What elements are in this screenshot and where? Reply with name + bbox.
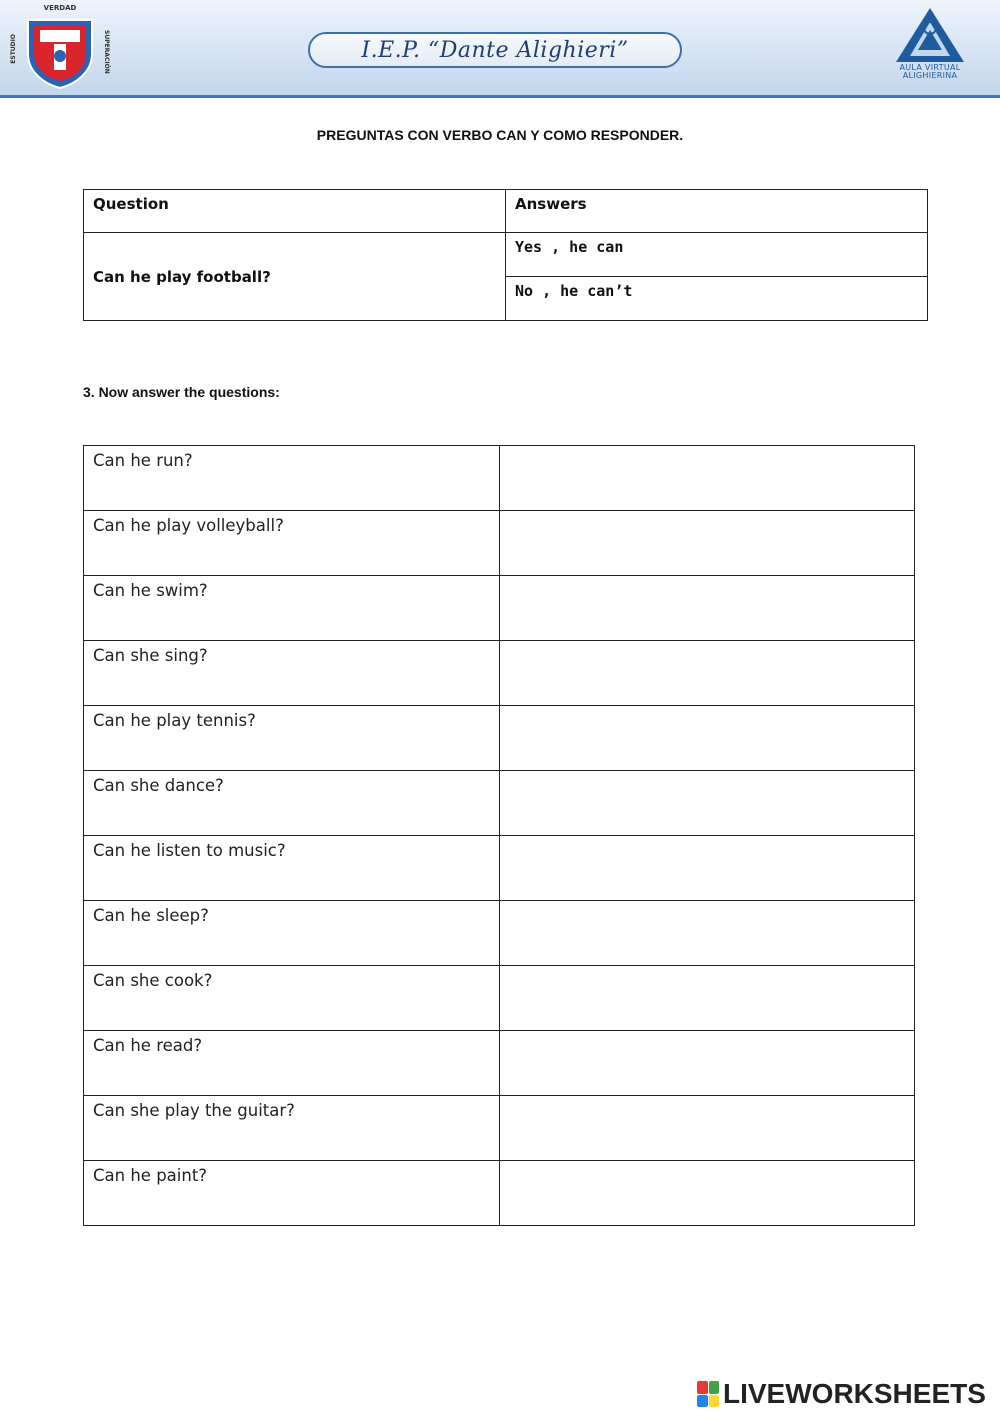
answer-input[interactable] — [509, 648, 905, 667]
answer-cell[interactable] — [500, 836, 915, 901]
question-text: Can she dance? — [84, 771, 500, 836]
question-text: Can she play the guitar? — [84, 1096, 500, 1161]
answer-cell[interactable] — [500, 966, 915, 1031]
aula-virtual-logo — [880, 6, 980, 90]
question-text: Can she cook? — [84, 966, 500, 1031]
question-text: Can she sing? — [84, 641, 500, 706]
question-row — [84, 706, 915, 771]
answer-cell[interactable] — [500, 1096, 915, 1161]
question-text: Can he play volleyball? — [84, 511, 500, 576]
question-text: Can he swim? — [84, 576, 500, 641]
questions-table — [83, 445, 915, 1226]
answer-input[interactable] — [509, 1168, 905, 1187]
answer-cell[interactable] — [500, 901, 915, 966]
crest-top-label: VERDAD — [43, 4, 77, 12]
question-text: Can he run? — [84, 446, 500, 511]
answer-input[interactable] — [509, 1103, 905, 1122]
school-title-pill — [308, 32, 682, 68]
example-answer-yes: Yes , he can — [506, 233, 928, 277]
question-text: Can he sleep? — [84, 901, 500, 966]
answer-cell[interactable] — [500, 446, 915, 511]
question-row — [84, 1096, 915, 1161]
header-question: Question — [84, 190, 506, 233]
header-banner — [0, 0, 1000, 98]
example-table — [83, 189, 928, 321]
answer-input[interactable] — [509, 778, 905, 797]
answer-input[interactable] — [509, 1038, 905, 1057]
crest-shield-icon — [24, 14, 96, 90]
answer-input[interactable] — [509, 973, 905, 992]
answer-input[interactable] — [509, 908, 905, 927]
question-row — [84, 836, 915, 901]
example-header-row — [84, 190, 928, 233]
answer-input[interactable] — [509, 518, 905, 537]
question-row — [84, 511, 915, 576]
aula-line-1: AULA VIRTUAL — [899, 63, 961, 72]
question-row — [84, 641, 915, 706]
example-question: Can he play football? — [84, 233, 506, 321]
question-row — [84, 1031, 915, 1096]
example-answer-no: No , he can’t — [506, 277, 928, 321]
question-text: Can he read? — [84, 1031, 500, 1096]
answer-cell[interactable] — [500, 771, 915, 836]
header-answers: Answers — [506, 190, 928, 233]
answer-input[interactable] — [509, 453, 905, 472]
answer-cell[interactable] — [500, 511, 915, 576]
question-row — [84, 771, 915, 836]
question-row — [84, 1161, 915, 1226]
aula-line-2: ALIGHIERINA — [902, 71, 958, 80]
answer-cell[interactable] — [500, 641, 915, 706]
school-crest — [10, 4, 110, 92]
question-row — [84, 901, 915, 966]
answer-input[interactable] — [509, 583, 905, 602]
question-text: Can he play tennis? — [84, 706, 500, 771]
answer-input[interactable] — [509, 713, 905, 732]
document-title: PREGUNTAS CON VERBO CAN Y COMO RESPONDER. — [316, 127, 684, 143]
question-row — [84, 446, 915, 511]
question-text: Can he paint? — [84, 1161, 500, 1226]
question-row — [84, 576, 915, 641]
answer-cell[interactable] — [500, 1031, 915, 1096]
school-title: I.E.P. “Dante Alighieri” — [361, 37, 629, 63]
answer-cell[interactable] — [500, 576, 915, 641]
question-row — [84, 966, 915, 1031]
question-text: Can he listen to music? — [84, 836, 500, 901]
answer-cell[interactable] — [500, 706, 915, 771]
crest-left-label: ESTUDIO — [10, 34, 17, 64]
brand-text: LIVEWORKSHEETS — [723, 1378, 986, 1409]
triangle-logo-icon — [894, 6, 966, 64]
example-row-yes — [84, 233, 928, 277]
crest-right-label: SUPERACIÓN — [103, 30, 110, 74]
liveworksheets-logo-icon — [697, 1381, 719, 1407]
section-heading: 3. Now answer the questions: — [83, 384, 280, 400]
answer-cell[interactable] — [500, 1161, 915, 1226]
liveworksheets-brand — [697, 1378, 986, 1410]
answer-input[interactable] — [509, 843, 905, 862]
